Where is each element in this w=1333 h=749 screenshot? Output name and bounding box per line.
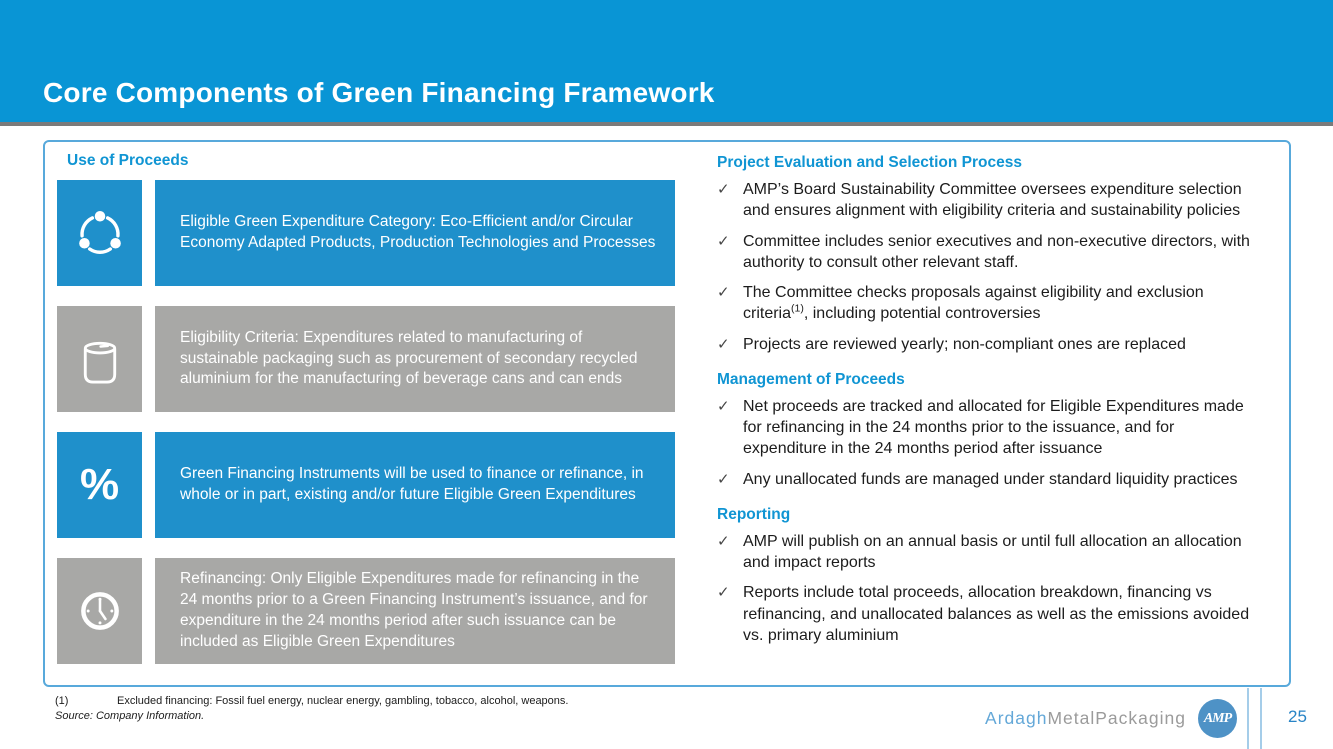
- section-heading-evaluation: Project Evaluation and Selection Process: [717, 154, 1022, 171]
- bullet-item: [717, 179, 1265, 222]
- checkmark-icon: ✓: [717, 181, 730, 198]
- proceeds-row-text-value: Green Financing Instruments will be used to finance or refinance, in whole or in part, existing and/or future Eligible Green Expenditures: [180, 465, 644, 503]
- checkmark-icon: ✓: [717, 284, 730, 302]
- proceeds-row-category: [57, 180, 675, 286]
- bullet-text: Any unallocated funds are managed under standard liquidity practices: [743, 470, 1238, 488]
- company-wordmark: [985, 708, 1186, 729]
- page-title: Core Components of Green Financing Framework: [43, 77, 715, 108]
- bullet-item: [717, 231, 1265, 274]
- checkmark-icon: ✓: [717, 397, 730, 415]
- proceeds-row-text-value: Eligible Green Expenditure Category: Eco-Efficient and/or Circular Economy Adapted Products, Production Technologies and Processes: [180, 213, 656, 251]
- beverage-can-icon: [57, 306, 142, 412]
- checkmark-icon: ✓: [717, 232, 730, 250]
- bullet-item: [717, 282, 1265, 325]
- bullet-text: Projects are reviewed yearly; non-compliant ones are replaced: [743, 335, 1186, 353]
- use-of-proceeds-heading: Use of Proceeds: [67, 152, 189, 169]
- bullet-item: [717, 334, 1265, 355]
- wordmark-ardagh: Ardagh: [985, 708, 1048, 728]
- footnote-text: Excluded financing: Fossil fuel energy, nuclear energy, gambling, tobacco, alcohol, weapons.: [117, 695, 569, 707]
- share-icon: [57, 180, 142, 286]
- management-bullet-list: [717, 396, 1265, 490]
- proceeds-row-refinancing: [57, 558, 675, 664]
- footer-divider: [1247, 688, 1249, 749]
- proceeds-row-eligibility: [57, 306, 675, 412]
- bullet-text: Reports include total proceeds, allocation breakdown, financing vs refinancing, and unallocated balances as well as the emissions avoided vs. primary aluminium: [743, 584, 1250, 644]
- bullet-item: [717, 396, 1265, 460]
- bullet-text: AMP’s Board Sustainability Committee oversees expenditure selection and ensures alignment with eligibility criteria and sustainability policies: [743, 181, 1242, 220]
- checkmark-icon: ✓: [717, 532, 730, 550]
- section-heading-management: Management of Proceeds: [717, 370, 905, 388]
- use-of-proceeds-rows: [57, 180, 675, 664]
- slide-header: [0, 0, 1333, 126]
- proceeds-row-text: [155, 432, 675, 538]
- footnote: [55, 695, 568, 707]
- bullet-text-pre: The Committee checks proposals against eligibility and exclusion criteria: [743, 284, 1204, 323]
- bullet-item: [717, 582, 1265, 646]
- percent-icon: [57, 432, 142, 538]
- footnote-number: (1): [55, 695, 69, 707]
- proceeds-row-text: [155, 306, 675, 412]
- bullet-text: Committee includes senior executives and non-executive directors, with authority to consult other relevant staff.: [743, 232, 1250, 271]
- wordmark-metal-packaging: MetalPackaging: [1047, 708, 1186, 728]
- bullet-item: [717, 469, 1265, 490]
- clock-icon: [57, 558, 142, 664]
- reporting-bullet-list: [717, 531, 1265, 646]
- proceeds-row-text-value: Eligibility Criteria: Expenditures related to manufacturing of sustainable packaging such as procurement of secondary recycled aluminium for the manufacturing of beverage cans and can ends: [180, 328, 638, 388]
- source-note: Source: Company Information.: [55, 710, 205, 722]
- proceeds-row-text: [155, 558, 675, 664]
- right-column: [717, 148, 1265, 655]
- amp-monogram: AMP: [1203, 710, 1232, 726]
- bullet-text: AMP will publish on an annual basis or until full allocation an allocation and impact reports: [743, 532, 1242, 572]
- percent-glyph: %: [79, 460, 120, 509]
- amp-logo: [1198, 699, 1237, 738]
- checkmark-icon: ✓: [717, 335, 730, 353]
- proceeds-row-text: [155, 180, 675, 286]
- bullet-item: [717, 531, 1265, 574]
- bullet-text: Net proceeds are tracked and allocated for Eligible Expenditures made for refinancing in the 24 months prior to the issuance, and for expenditure in the 24 months period after issuance: [743, 397, 1244, 458]
- checkmark-icon: ✓: [717, 470, 730, 488]
- footnote-ref: (1): [791, 303, 804, 315]
- content-frame: [43, 140, 1291, 687]
- bullet-text: [743, 282, 1255, 325]
- proceeds-row-text-value: Refinancing: Only Eligible Expenditures made for refinancing in the 24 months prior to a Green Financing Instrument’s issuance, and for expenditure in the 24 months period after such issuance can be included as Eligible Green Expenditures: [180, 570, 648, 650]
- evaluation-bullet-list: [717, 179, 1265, 355]
- bullet-text-post: , including potential controversies: [803, 305, 1041, 323]
- checkmark-icon: ✓: [717, 584, 730, 602]
- page-number: 25: [1288, 707, 1307, 726]
- section-heading-reporting: Reporting: [717, 505, 791, 523]
- proceeds-row-instruments: [57, 432, 675, 538]
